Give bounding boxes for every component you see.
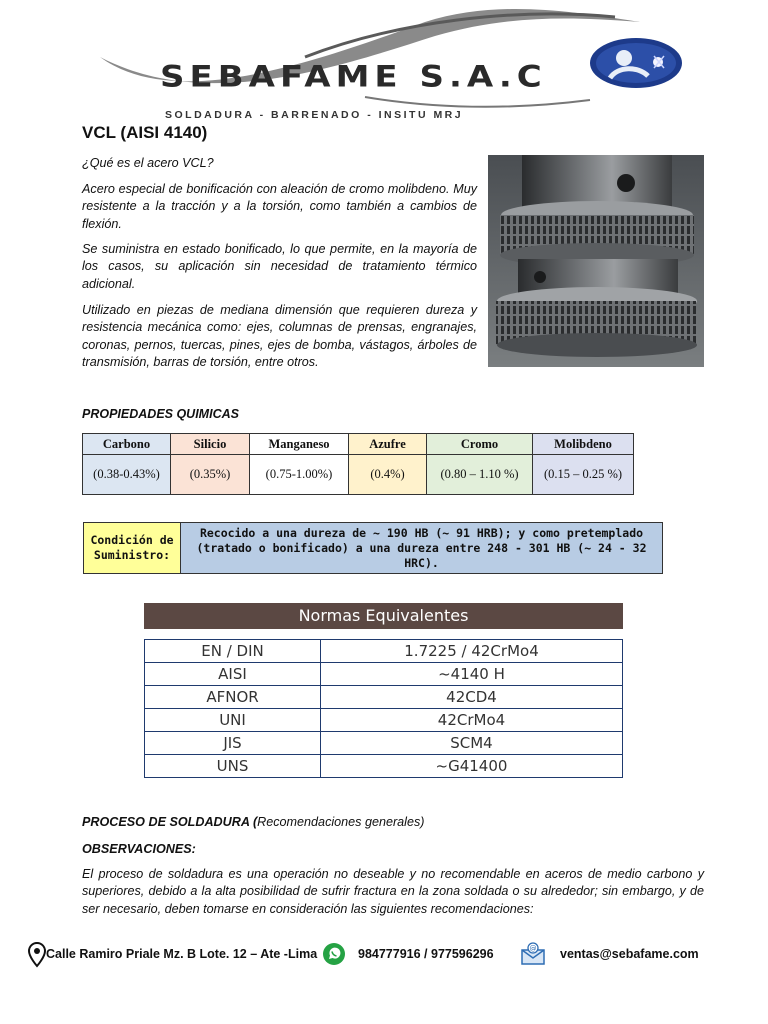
norms-title: Normas Equivalentes xyxy=(144,603,623,629)
norm-standard: JIS xyxy=(145,732,321,755)
supply-condition-table xyxy=(83,522,663,574)
location-pin-icon xyxy=(28,942,46,968)
footer-address: Calle Ramiro Priale Mz. B Lote. 12 – Ate -Lima xyxy=(46,947,318,961)
norm-standard: AISI xyxy=(145,663,321,686)
table-header: Azufre xyxy=(349,434,427,455)
welder-emblem-icon xyxy=(588,36,684,90)
table-cell: (0.35%) xyxy=(171,455,250,495)
table-row xyxy=(145,709,623,732)
supply-condition-description: Recocido a una dureza de ~ 190 HB (~ 91 HRB); y como pretemplado (tratado o bonificado) a una dureza entre 248 - 301 HB (~ 24 - 32 HRC). xyxy=(181,523,663,574)
footer xyxy=(28,940,728,970)
welding-heading-bold: PROCESO DE SOLDADURA ( xyxy=(82,815,258,829)
company-logo-text: SEBAFAME S.A.C xyxy=(160,60,547,94)
observations-label: OBSERVACIONES: xyxy=(82,842,196,856)
svg-text:@: @ xyxy=(529,944,537,953)
norms-table xyxy=(144,639,623,778)
table-cell: (0.75-1.00%) xyxy=(250,455,349,495)
footer-phone: 984777916 / 977596296 xyxy=(358,947,494,961)
intro-paragraph-2: Se suministra en estado bonificado, lo que permite, en la mayoría de los casos, su aplicación sin necesidad de tratamiento térmico adicional. xyxy=(82,242,477,291)
supply-condition-label xyxy=(84,523,181,574)
norm-standard: UNS xyxy=(145,755,321,778)
norm-standard: AFNOR xyxy=(145,686,321,709)
whatsapp-icon xyxy=(322,942,346,966)
table-cell: (0.4%) xyxy=(349,455,427,495)
table-cell: (0.38-0.43%) xyxy=(83,455,171,495)
supply-label-line-2: Suministro: xyxy=(93,548,171,562)
supply-label-line-1: Condición de xyxy=(90,533,174,547)
table-row xyxy=(145,732,623,755)
norm-value: 42CrMo4 xyxy=(321,709,623,732)
welding-heading-note: Recomendaciones generales) xyxy=(257,815,425,829)
document-title: VCL (AISI 4140) xyxy=(82,123,208,142)
table-header: Silicio xyxy=(171,434,250,455)
norm-value: SCM4 xyxy=(321,732,623,755)
equivalent-norms-block xyxy=(144,603,623,778)
norm-value: ~4140 H xyxy=(321,663,623,686)
norm-standard: EN / DIN xyxy=(145,640,321,663)
table-cell: (0.15 – 0.25 %) xyxy=(533,455,634,495)
table-header: Molibdeno xyxy=(533,434,634,455)
norm-value: 42CD4 xyxy=(321,686,623,709)
welding-heading xyxy=(82,815,424,829)
table-header: Manganeso xyxy=(250,434,349,455)
steel-gear-photo xyxy=(488,155,704,367)
table-row xyxy=(145,686,623,709)
company-subtitle: SOLDADURA - BARRENADO - INSITU MRJ xyxy=(165,109,464,121)
observations-text: El proceso de soldadura es una operación no deseable y no recomendable en aceros de medio carbono y superiores, debido a la alta posibilidad de sufrir fractura en la zona soldada o su alrededor; sin embargo, y de ser necesario, deben tomarse en consideración las siguientes recomendaciones: xyxy=(82,867,704,916)
intro-paragraph-3: Utilizado en piezas de mediana dimensión que requieren dureza y resistencia mecánica como: ejes, columnas de prensas, engranajes, coronas, pernos, tuercas, pines, ejes de bomba, vástagos, árboles de transmisión, barras de torsión, entre otros. xyxy=(82,303,477,369)
intro-question: ¿Qué es el acero VCL? xyxy=(82,156,214,170)
chemical-properties-heading: PROPIEDADES QUIMICAS xyxy=(82,407,239,421)
chemical-properties-table xyxy=(82,433,634,495)
intro-paragraph-1: Acero especial de bonificación con aleación de cromo molibdeno. Muy resistente a la tracción y a la torsión, como también a cambios de flexión. xyxy=(82,182,477,231)
table-row xyxy=(145,755,623,778)
footer-email: ventas@sebafame.com xyxy=(560,947,699,961)
table-header: Cromo xyxy=(427,434,533,455)
table-row xyxy=(145,663,623,686)
table-row xyxy=(145,640,623,663)
norm-standard: UNI xyxy=(145,709,321,732)
norm-value: ~G41400 xyxy=(321,755,623,778)
norm-value: 1.7225 / 42CrMo4 xyxy=(321,640,623,663)
logo-swoosh xyxy=(95,2,655,112)
table-cell: (0.80 – 1.10 %) xyxy=(427,455,533,495)
email-icon xyxy=(520,942,546,966)
table-header: Carbono xyxy=(83,434,171,455)
